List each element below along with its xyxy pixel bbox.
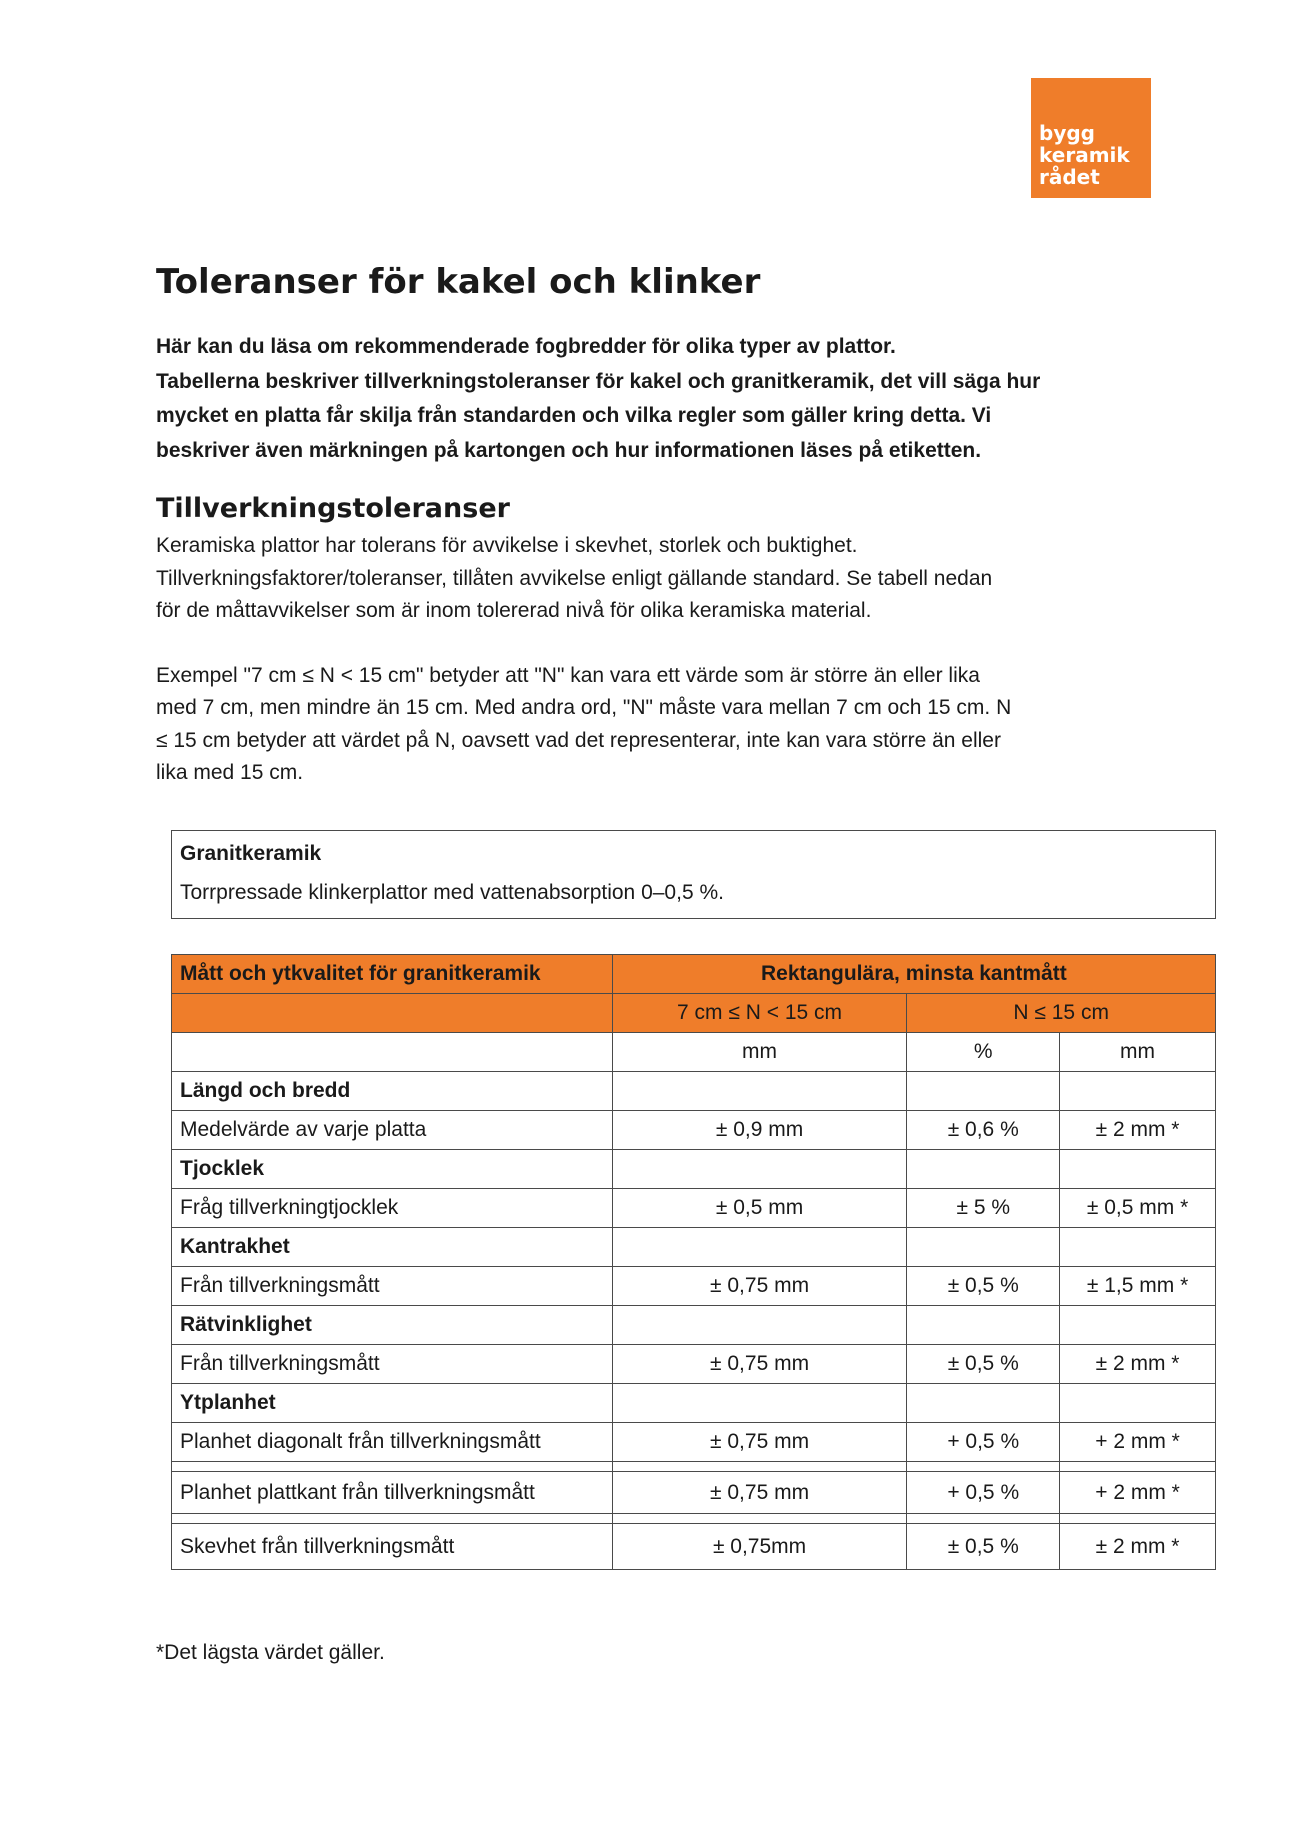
section-cell: Längd och bredd bbox=[172, 1072, 613, 1111]
tolerance-paragraph bbox=[156, 530, 1146, 628]
table-row bbox=[172, 1267, 1216, 1306]
value-cell: ± 5 % bbox=[907, 1189, 1060, 1228]
section-cell: Tjocklek bbox=[172, 1150, 613, 1189]
info-box-title: Granitkeramik bbox=[180, 842, 322, 865]
value-cell: ± 0,5 % bbox=[907, 1267, 1060, 1306]
section-cell: Ytplanhet bbox=[172, 1384, 613, 1423]
row-label-cell: Planhet diagonalt från tillverkningsmått bbox=[172, 1423, 613, 1462]
unit-cell: mm bbox=[1060, 1033, 1216, 1072]
table-section-row bbox=[172, 1384, 1216, 1423]
table-section-row bbox=[172, 1228, 1216, 1267]
section-heading: Tillverkningstoleranser bbox=[156, 493, 510, 524]
table-header-row bbox=[172, 955, 1216, 994]
table-row bbox=[172, 1345, 1216, 1384]
row-label-cell: Från tillverkningsmått bbox=[172, 1267, 613, 1306]
table-section-row bbox=[172, 1306, 1216, 1345]
unit-cell: mm bbox=[612, 1033, 907, 1072]
table-row bbox=[172, 1111, 1216, 1150]
value-cell: ± 0,5 % bbox=[907, 1345, 1060, 1384]
value-cell: ± 0,9 mm bbox=[612, 1111, 907, 1150]
tolerance-table bbox=[171, 954, 1216, 1570]
value-cell: ± 0,6 % bbox=[907, 1111, 1060, 1150]
paragraph-line: Tillverkningsfaktorer/toleranser, tillåten avvikelse enligt gällande standard. Se tabell nedan bbox=[156, 566, 993, 590]
intro-line: Här kan du läsa om rekommenderade fogbredder för olika typer av plattor. bbox=[156, 335, 896, 358]
section-cell: Kantrakhet bbox=[172, 1228, 613, 1267]
value-cell: ± 1,5 mm * bbox=[1060, 1267, 1216, 1306]
table-row bbox=[172, 1524, 1216, 1570]
value-cell: ± 0,75 mm bbox=[612, 1472, 907, 1514]
value-cell: ± 0,75 mm bbox=[612, 1345, 907, 1384]
value-cell: + 0,5 % bbox=[907, 1472, 1060, 1514]
table-row bbox=[172, 1472, 1216, 1514]
logo-line-2: keramik bbox=[1039, 143, 1130, 167]
value-cell: ± 2 mm * bbox=[1060, 1345, 1216, 1384]
paragraph-line: med 7 cm, men mindre än 15 cm. Med andra ord, "N" måste vara mellan 7 cm och 15 cm. N bbox=[156, 696, 1012, 719]
table-section-row bbox=[172, 1072, 1216, 1111]
table-range-row bbox=[172, 994, 1216, 1033]
value-cell: ± 0,5 mm bbox=[612, 1189, 907, 1228]
example-paragraph bbox=[156, 660, 1146, 790]
value-cell: ± 2 mm * bbox=[1060, 1111, 1216, 1150]
value-cell: + 0,5 % bbox=[907, 1423, 1060, 1462]
table-spacer-row bbox=[172, 1462, 1216, 1472]
logo-line-1: bygg bbox=[1039, 121, 1095, 145]
value-cell: ± 0,75 mm bbox=[612, 1423, 907, 1462]
table-unit-row bbox=[172, 1033, 1216, 1072]
section-cell: Rätvinklighet bbox=[172, 1306, 613, 1345]
paragraph-line: Keramiska plattor har tolerans för avvikelse i skevhet, storlek och buktighet. bbox=[156, 534, 858, 557]
footnote: *Det lägsta värdet gäller. bbox=[156, 1641, 385, 1664]
paragraph-line: lika med 15 cm. bbox=[156, 761, 304, 784]
granitkeramik-info-box bbox=[171, 830, 1216, 919]
paragraph-line: ≤ 15 cm betyder att värdet på N, oavsett vad det representerar, inte kan vara större än eller bbox=[156, 728, 1001, 752]
value-cell: ± 0,5 mm * bbox=[1060, 1189, 1216, 1228]
row-label-cell: Medelvärde av varje platta bbox=[172, 1111, 613, 1150]
row-label-cell: Från tillverkningsmått bbox=[172, 1345, 613, 1384]
value-cell: ± 2 mm * bbox=[1060, 1524, 1216, 1570]
byggkeramikradet-logo bbox=[1031, 78, 1151, 198]
intro-line: Tabellerna beskriver tillverkningstoleranser för kakel och granitkeramik, det vill säga hur bbox=[156, 369, 1041, 393]
row-label-cell: Skevhet från tillverkningsmått bbox=[172, 1524, 613, 1570]
paragraph-line: för de måttavvikelser som är inom tolererad nivå för olika keramiska material. bbox=[156, 599, 872, 622]
value-cell: ± 0,5 % bbox=[907, 1524, 1060, 1570]
unit-cell: % bbox=[907, 1033, 1060, 1072]
value-cell: + 2 mm * bbox=[1060, 1423, 1216, 1462]
table-row bbox=[172, 1423, 1216, 1462]
document-body bbox=[156, 254, 1146, 790]
header-label-cell: Mått och ytkvalitet för granitkeramik bbox=[172, 955, 613, 994]
table-section-row bbox=[172, 1150, 1216, 1189]
intro-paragraph bbox=[156, 330, 1146, 468]
value-cell: ± 0,75 mm bbox=[612, 1267, 907, 1306]
table-spacer-row bbox=[172, 1514, 1216, 1524]
intro-line: beskriver även märkningen på kartongen och hur informationen läses på etiketten. bbox=[156, 438, 982, 462]
header-group-cell: Rektangulära, minsta kantmått bbox=[612, 955, 1215, 994]
value-cell: ± 0,75mm bbox=[612, 1524, 907, 1570]
info-box-description: Torrpressade klinkerplattor med vattenabsorption 0–0,5 %. bbox=[180, 881, 724, 904]
paragraph-line: Exempel "7 cm ≤ N < 15 cm" betyder att "N" kan vara ett värde som är större än eller lika bbox=[156, 663, 980, 687]
row-label-cell: Fråg tillverkningtjocklek bbox=[172, 1189, 613, 1228]
range-cell: N ≤ 15 cm bbox=[907, 994, 1216, 1033]
row-label-cell: Planhet plattkant från tillverkningsmått bbox=[172, 1472, 613, 1514]
empty-cell bbox=[172, 1033, 613, 1072]
value-cell: + 2 mm * bbox=[1060, 1472, 1216, 1514]
empty-cell bbox=[172, 994, 613, 1033]
page-title: Toleranser för kakel och klinker bbox=[156, 262, 761, 302]
logo-line-3: rådet bbox=[1039, 165, 1100, 189]
intro-line: mycket en platta får skilja från standarden och vilka regler som gäller kring detta. Vi bbox=[156, 404, 992, 427]
table-row bbox=[172, 1189, 1216, 1228]
range-cell: 7 cm ≤ N < 15 cm bbox=[612, 994, 907, 1033]
